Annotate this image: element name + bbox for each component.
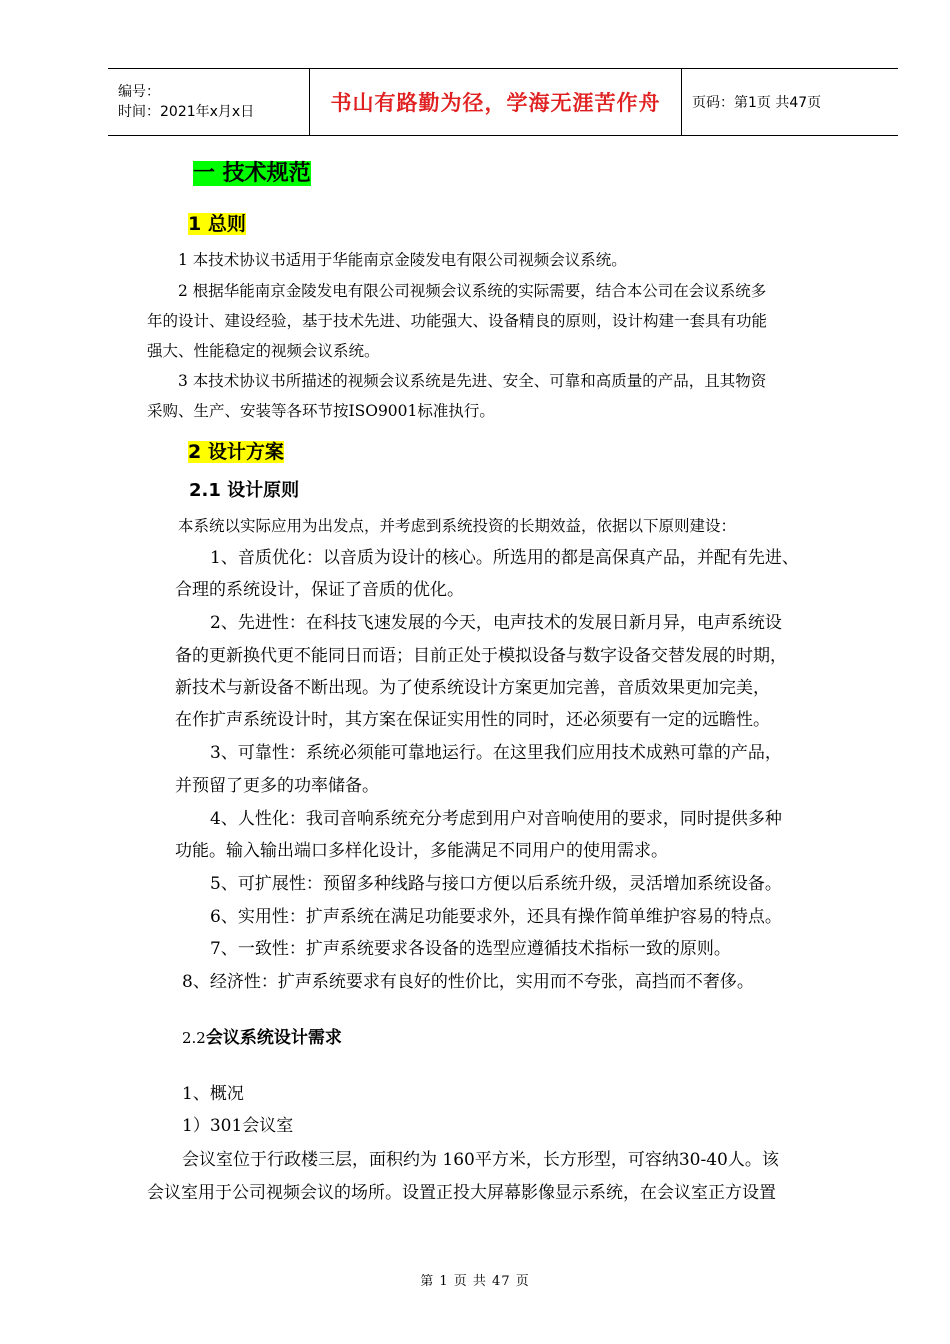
room-label: 1）301会议室 <box>182 1116 294 1136</box>
page-info: 页码：第1页 共47页 <box>692 95 822 111</box>
principle-4-line-1: 4、人性化：我司音响系统充分考虑到用户对音响使用的要求，同时提供多种 <box>210 809 782 829</box>
serial-label: 编号： <box>118 84 160 100</box>
principle-4-line-2: 功能。输入输出端口多样化设计，多能满足不同用户的使用需求。 <box>175 841 668 861</box>
section-2-2-number: 2.2 <box>182 1029 206 1047</box>
principle-5: 5、可扩展性：预留多种线路与接口方便以后系统升级，灵活增加系统设备。 <box>210 874 782 894</box>
principle-8: 8、经济性：扩声系统要求有良好的性价比，实用而不夸张，高挡而不奢侈。 <box>182 972 754 992</box>
section-1-para-2-line-1: 2 根据华能南京金陵发电有限公司视频会议系统的实际需要，结合本公司在会议系统多 <box>178 282 767 300</box>
section-1-title-text: 1 总则 <box>188 213 246 235</box>
main-section-title-text: 一 技术规范 <box>193 161 311 186</box>
main-section-title <box>193 160 311 188</box>
room-desc-line-1: 会议室位于行政楼三层，面积约为 160平方米，长方形型，可容纳30-40人。该 <box>182 1150 779 1170</box>
overview-label: 1、概况 <box>182 1084 244 1104</box>
room-desc-line-2: 会议室用于公司视频会议的场所。设置正投大屏幕影像显示系统，在会议室正方设置 <box>147 1183 776 1203</box>
header-left-cell <box>108 69 310 135</box>
principle-2-line-2: 备的更新换代更不能同日而语；目前正处于模拟设备与数字设备交替发展的时期， <box>175 646 787 666</box>
principle-3-line-1: 3、可靠性：系统必须能可靠地运行。在这里我们应用技术成熟可靠的产品， <box>210 743 782 763</box>
date-label: 时间：2021年x月x日 <box>118 104 255 120</box>
header-motto-cell <box>310 69 682 135</box>
section-1-title <box>188 212 246 236</box>
principle-1-line-2: 合理的系统设计，保证了音质的优化。 <box>175 580 464 600</box>
principle-2-line-4: 在作扩声系统设计时，其方案在保证实用性的同时，还必须要有一定的远瞻性。 <box>175 710 770 730</box>
section-2-title-text: 2 设计方案 <box>188 441 284 463</box>
principle-6: 6、实用性：扩声系统在满足功能要求外，还具有操作简单维护容易的特点。 <box>210 907 782 927</box>
section-1-para-3-line-2: 采购、生产、安装等各环节按ISO9001标准执行。 <box>147 402 495 420</box>
principle-2-line-3: 新技术与新设备不断出现。为了使系统设计方案更加完善，音质效果更加完美， <box>175 678 770 698</box>
section-2-title <box>188 440 284 464</box>
section-1-para-2-line-3: 强大、性能稳定的视频会议系统。 <box>147 342 380 360</box>
motto-text: 书山有路勤为径，学海无涯苦作舟 <box>330 91 661 115</box>
section-2-2-heading <box>182 1027 342 1049</box>
section-2-1-title: 2.1 设计原则 <box>189 480 300 501</box>
principle-7: 7、一致性：扩声系统要求各设备的选型应遵循技术指标一致的原则。 <box>210 939 731 959</box>
section-2-2-title: 会议系统设计需求 <box>205 1028 342 1048</box>
principle-2-line-1: 2、先进性：在科技飞速发展的今天，电声技术的发展日新月异，电声系统设 <box>210 613 782 633</box>
section-1-para-2-line-2: 年的设计、建设经验，基于技术先进、功能强大、设备精良的原则，设计构建一套具有功能 <box>147 312 768 330</box>
page-footer: 第 1 页 共 47 页 <box>420 1274 530 1289</box>
header-page-cell <box>682 69 898 135</box>
principle-1-line-1: 1、音质优化：以音质为设计的核心。所选用的都是高保真产品，并配有先进、 <box>210 548 799 568</box>
section-1-para-3-line-1: 3 本技术协议书所描述的视频会议系统是先进、安全、可靠和高质量的产品，且其物资 <box>178 372 767 390</box>
principle-3-line-2: 并预留了更多的功率储备。 <box>175 776 379 796</box>
design-intro: 本系统以实际应用为出发点，并考虑到系统投资的长期效益，依据以下原则建设： <box>178 517 737 535</box>
page-header <box>108 68 898 136</box>
section-1-para-1: 1 本技术协议书适用于华能南京金陵发电有限公司视频会议系统。 <box>178 251 627 269</box>
